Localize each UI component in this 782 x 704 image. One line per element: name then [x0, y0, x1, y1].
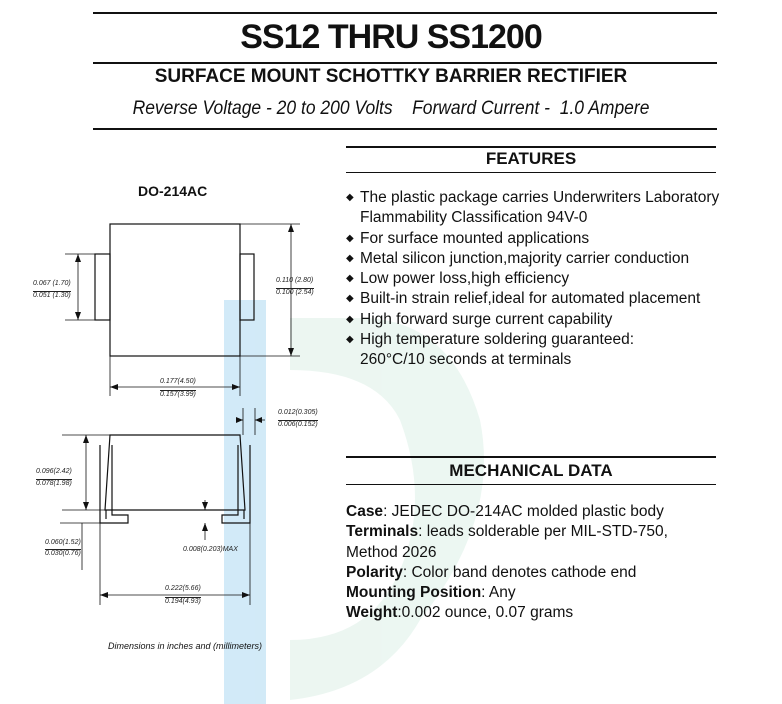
mounting-row: Mounting Position: Any	[346, 584, 516, 602]
part-range-title: SS12 THRU SS1200	[240, 18, 542, 56]
dim-height-bottom: 0.051 (1.30)	[33, 292, 71, 299]
list-item: ◆ Built-in strain relief,ideal for automated placement	[346, 289, 719, 309]
bullet-icon: ◆	[346, 273, 354, 285]
features-rule-top	[346, 146, 716, 148]
mechanical-rule-bottom	[346, 484, 716, 485]
header-rule-bottom	[93, 128, 717, 130]
list-item: Flammability Classification 94V-0	[360, 209, 588, 227]
ratings-subtitle: Reverse Voltage - 20 to 200 Volts Forward Current - 1.0 Ampere	[132, 98, 650, 119]
dim-length-top: 0.177(4.50)	[160, 378, 196, 385]
features-rule-bottom	[346, 172, 716, 173]
dim-height-top: 0.067 (1.70)	[33, 280, 71, 287]
dim-standoff: 0.008(0.203)MAX	[183, 546, 238, 553]
terminals-row-2: Method 2026	[346, 543, 437, 561]
dim-body-h-top: 0.096(2.42)	[36, 468, 72, 475]
dim-lead-len-top: 0.060(1.52)	[45, 539, 81, 546]
terminals-row: Terminals: leads solderable per MIL-STD-750,	[346, 523, 668, 541]
dim-lead-thk-top: 0.012(0.305)	[278, 409, 318, 416]
weight-row: Weight:0.002 ounce, 0.07 grams	[346, 604, 574, 622]
bullet-icon: ◆	[346, 313, 354, 325]
bullet-icon: ◆	[346, 252, 354, 264]
dim-lead-len-bottom: 0.030(0.76)	[45, 550, 81, 557]
list-item: ◆ High temperature soldering guaranteed:	[346, 330, 719, 350]
dim-body-h-bottom: 0.078(1.98)	[36, 480, 72, 487]
header-rule-top	[93, 12, 717, 14]
dim-length-bottom: 0.157(3.99)	[160, 391, 196, 398]
dim-overall-bottom: 0.194(4.93)	[165, 598, 201, 605]
dimensions-note: Dimensions in inches and (millimeters)	[108, 641, 263, 651]
bullet-icon: ◆	[346, 334, 354, 346]
package-name: DO-214AC	[138, 183, 208, 199]
mechanical-rule-top	[346, 456, 716, 458]
bullet-icon: ◆	[346, 293, 354, 305]
dim-width-bottom: 0.100 (2.54)	[276, 289, 314, 296]
polarity-row: Polarity: Color band denotes cathode end	[346, 563, 637, 581]
mechanical-heading: MECHANICAL DATA	[449, 461, 613, 480]
dim-width-top: 0.110 (2.80)	[276, 277, 314, 284]
list-item: ◆ High forward surge current capability	[346, 310, 719, 330]
dim-lead-thk-bottom: 0.006(0.152)	[278, 421, 318, 428]
list-item: ◆ The plastic package carries Underwriters Laboratory	[346, 188, 719, 208]
list-item: 260°C/10 seconds at terminals	[360, 351, 572, 369]
features-list	[346, 188, 719, 371]
dim-overall-top: 0.222(5.66)	[165, 585, 201, 592]
case-row: Case: JEDEC DO-214AC molded plastic body	[346, 503, 664, 520]
mechanical-data	[346, 502, 668, 624]
bullet-icon: ◆	[346, 232, 354, 244]
product-type-title: SURFACE MOUNT SCHOTTKY BARRIER RECTIFIER	[154, 66, 628, 87]
list-item: ◆ Metal silicon junction,majority carrier conduction	[346, 249, 719, 269]
features-heading: FEATURES	[485, 149, 577, 168]
list-item: ◆ Low power loss,high efficiency	[346, 269, 719, 289]
header-rule-mid	[93, 62, 717, 64]
bullet-icon: ◆	[346, 192, 354, 203]
list-item: ◆ For surface mounted applications	[346, 229, 719, 249]
